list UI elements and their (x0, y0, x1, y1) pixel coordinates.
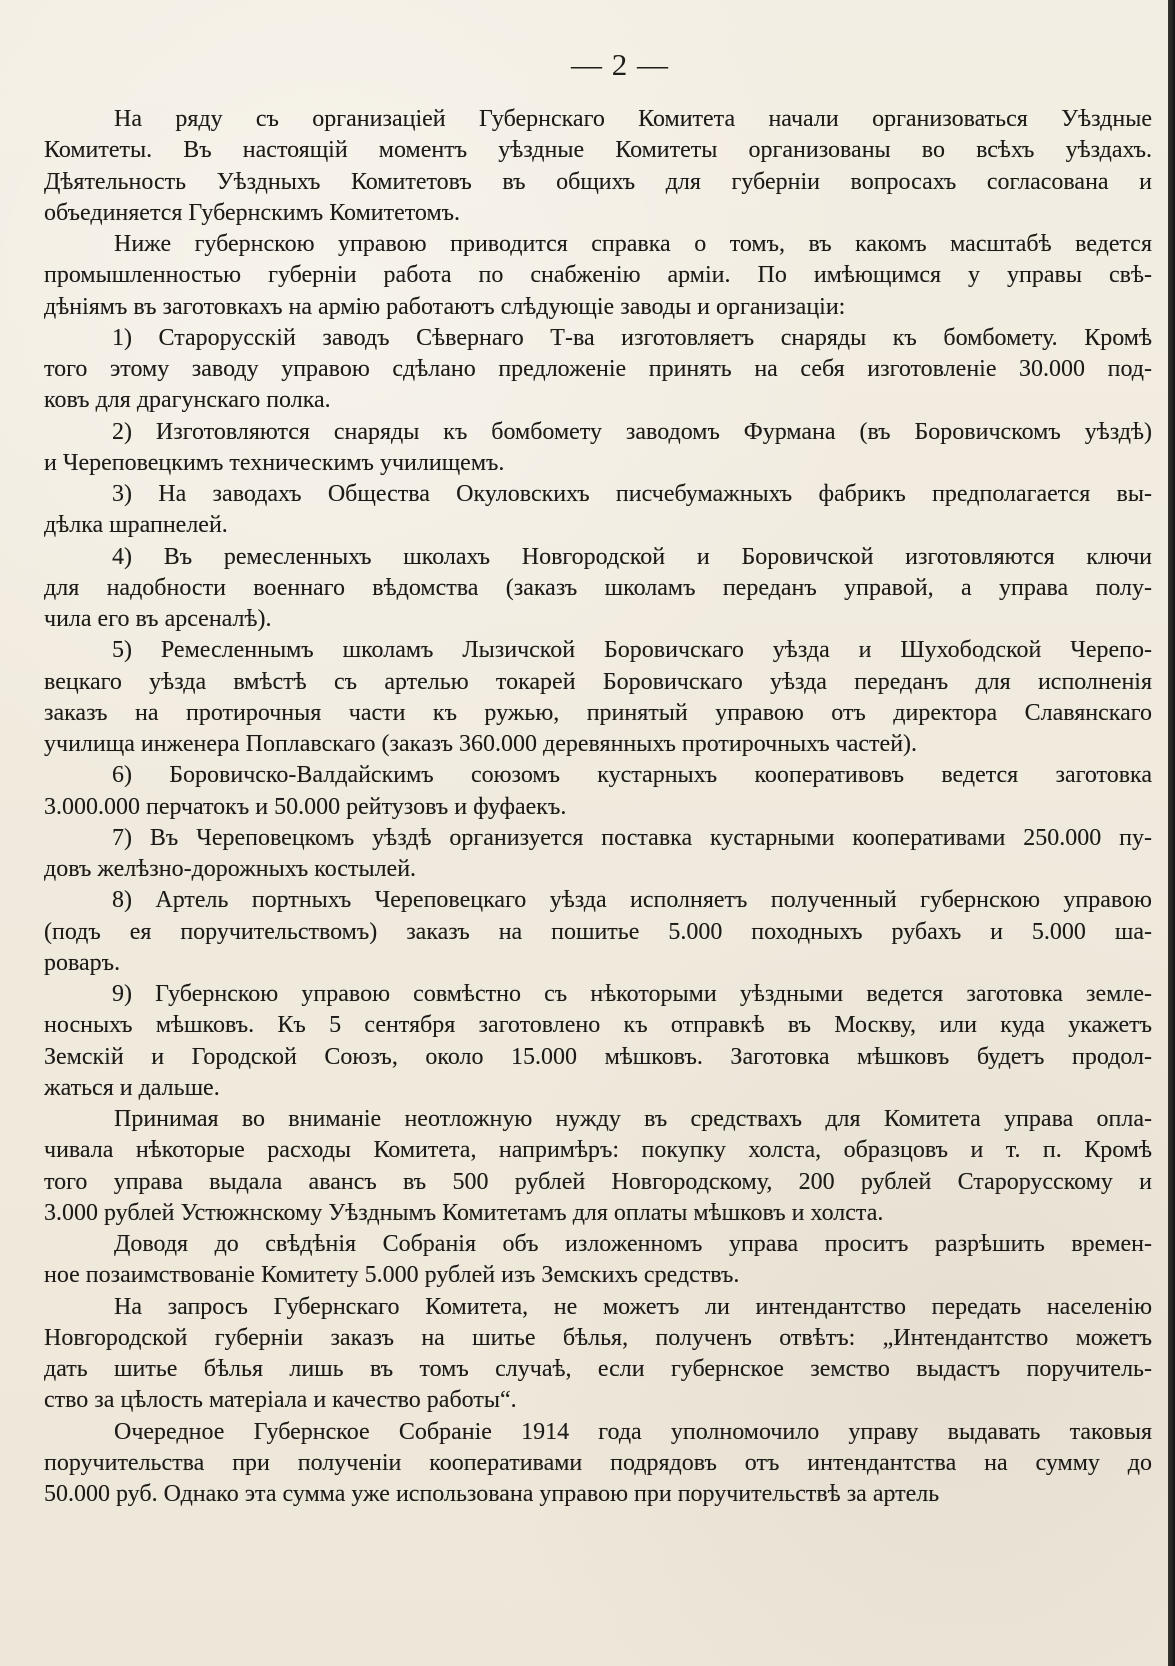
list-item-line: носныхъ мѣшковъ. Къ 5 сентября заготовлено къ отправкѣ въ Москву, или куда укажетъ (44, 1012, 1152, 1039)
list-item-line: заказъ на протирочныя части къ ружью, принятый управою отъ директора Славянскаго (44, 699, 1152, 726)
paragraph-line: На ряду съ организаціей Губернскаго Комитета начали организоваться Уѣздные (114, 106, 1152, 132)
list-item-line: того этому заводу управою сдѣлано предложеніе принять на себя изготовленіе 30.000 под- (44, 356, 1152, 382)
paragraph-line: ное позаимствованіе Комитету 5.000 рублей изъ Земскихъ средствъ. (44, 1262, 740, 1289)
list-item-line: 8) Артель портныхъ Череповецкаго уѣзда исполняетъ полученный губернскою управою (112, 887, 1152, 914)
list-item-line: 2) Изготовляются снаряды къ бомбомету заводомъ Фурмана (въ Боровичскомъ уѣздѣ) (112, 418, 1152, 445)
list-item-line: 6) Боровичско-Валдайскимъ союзомъ кустарныхъ кооперативовъ ведется заготовка (112, 762, 1152, 789)
list-item-line: 3.000.000 перчатокъ и 50.000 рейтузовъ и фуфаекъ. (44, 793, 567, 820)
list-item-line: жаться и дальше. (44, 1074, 220, 1101)
list-item-line: довъ желѣзно-дорожныхъ костылей. (44, 856, 417, 882)
paragraph-line: дѣніямъ въ заготовкахъ на армію работаютъ слѣдующіе заводы и организаціи: (44, 293, 846, 320)
list-item-line: 3) На заводахъ Общества Окуловскихъ писчебумажныхъ фабрикъ предполагается вы- (112, 481, 1152, 507)
list-item-line: 9) Губернскою управою совмѣстно съ нѣкоторыми уѣздными ведется заготовка земле- (112, 981, 1152, 1007)
paragraph-line: дать шитье бѣлья лишь въ томъ случаѣ, если губернское земство выдастъ поручитель- (44, 1356, 1152, 1382)
page-number: — 2 — (571, 47, 669, 82)
paragraph-line: ство за цѣлость матеріала и качество работы“. (44, 1387, 517, 1414)
paragraph-line: Дѣятельность Уѣздныхъ Комитетовъ въ общихъ для губерніи вопросахъ согласована и (44, 168, 1152, 195)
paragraph-line: чивала нѣкоторые расходы Комитета, напримѣръ: покупку холста, образцовъ и т. п. Кромѣ (44, 1137, 1152, 1164)
list-item-line: 5) Ремесленнымъ школамъ Лызичской Боровичскаго уѣзда и Шухободской Черепо- (112, 637, 1152, 664)
list-item-line: 7) Въ Череповецкомъ уѣздѣ организуется поставка кустарными кооперативами 250.000 пу- (112, 824, 1152, 851)
list-item-line: Земскій и Городской Союзъ, около 15.000 мѣшковъ. Заготовка мѣшковъ будетъ продол- (44, 1043, 1152, 1070)
list-item-line: для надобности военнаго вѣдомства (заказъ школамъ переданъ управой, а управа полу- (44, 574, 1152, 601)
paragraph-line: поручительства при полученіи кооперативами подрядовъ отъ интендантства на сумму до (44, 1449, 1152, 1476)
list-item-line: 4) Въ ремесленныхъ школахъ Новгородской и Боровичской изготовляются ключи (112, 543, 1152, 570)
list-item-line: вецкаго уѣзда вмѣстѣ съ артелью токарей Боровичскаго уѣзда переданъ для исполненія (44, 668, 1152, 695)
list-item-line: училища инженера Поплавскаго (заказъ 360.000 деревянныхъ протирочныхъ частей). (44, 731, 918, 757)
body-text (44, 104, 1152, 1510)
list-item-line: ковъ для драгунскаго полка. (44, 387, 331, 414)
list-item-line: и Череповецкимъ техническимъ училищемъ. (44, 449, 505, 476)
list-item-line: дѣлка шрапнелей. (44, 512, 228, 539)
paragraph-line: Очередное Губернское Собраніе 1914 года уполномочило управу выдавать таковыя (114, 1418, 1152, 1445)
paragraph-line: Принимая во вниманіе неотложную нужду въ средствахъ для Комитета управа опла- (114, 1106, 1152, 1132)
paragraph-line: объединяется Губернскимъ Комитетомъ. (44, 199, 461, 226)
list-item-line: 1) Старорусскій заводъ Сѣвернаго Т-ва изготовляетъ снаряды къ бомбомету. Кромѣ (112, 324, 1152, 351)
paragraph-line: На запросъ Губернскаго Комитета, не можетъ ли интендантство передать населенію (114, 1293, 1152, 1320)
list-item-line: чила его въ арсеналѣ). (44, 606, 272, 632)
paragraph-line: Новгородской губерніи заказъ на шитье бѣлья, полученъ отвѣтъ: „Интендантство можетъ (44, 1324, 1152, 1351)
paragraph-line: того управа выдала авансъ въ 500 рублей Новгородскому, 200 рублей Старорусскому и (44, 1168, 1152, 1195)
paragraph-line: промышленностью губерніи работа по снабженію арміи. По имѣющимся у управы свѣ- (44, 262, 1152, 289)
list-item-line: (подъ ея поручительствомъ) заказъ на пошитье 5.000 походныхъ рубахъ и 5.000 ша- (44, 918, 1152, 945)
paragraph-line: Доводя до свѣдѣнія Собранія объ изложенномъ управа проситъ разрѣшить времен- (114, 1231, 1152, 1257)
page-edge-shadow (1168, 0, 1175, 1666)
paragraph-line: Комитеты. Въ настоящій моментъ уѣздные Комитеты организованы во всѣхъ уѣздахъ. (44, 137, 1152, 164)
paragraph-line: Ниже губернскою управою приводится справка о томъ, въ какомъ масштабѣ ведется (114, 231, 1152, 257)
paragraph-line: 50.000 руб. Однако эта сумма уже использована управою при поручительствѣ за артель (44, 1481, 940, 1507)
paragraph-line: 3.000 рублей Устюжнскому Уѣзднымъ Комитетамъ для оплаты мѣшковъ и холста. (44, 1199, 884, 1226)
list-item-line: роваръ. (44, 949, 121, 976)
